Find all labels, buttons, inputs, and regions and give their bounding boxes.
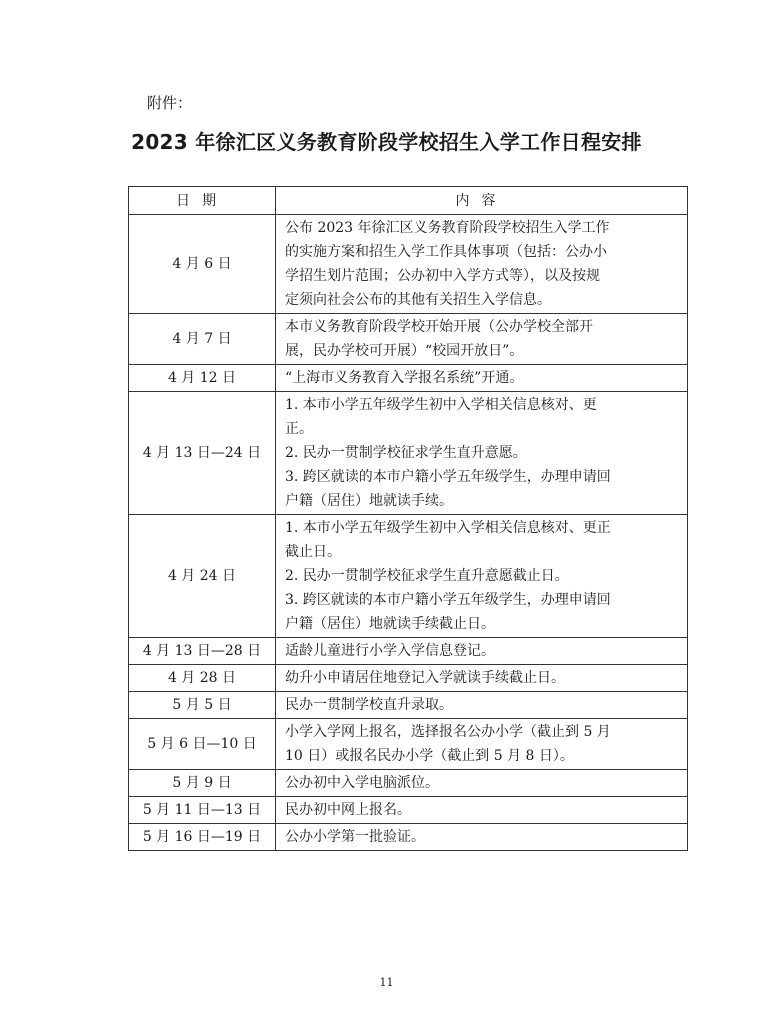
schedule-table: [128, 186, 688, 851]
content-line: “上海市义务教育入学报名系统”开通。: [285, 370, 524, 386]
row-date: 4 月 28 日: [129, 665, 276, 692]
row-content: [276, 365, 688, 392]
table-row: [129, 770, 688, 797]
content-line: 户籍（居住）地就读手续。: [285, 493, 453, 509]
content-line: 户籍（居住）地就读手续截止日。: [285, 616, 495, 632]
content-line: 民办一贯制学校直升录取。: [285, 697, 453, 713]
content-line: 展，民办学校可开展）“校园开放日”。: [285, 343, 524, 359]
table-row: [129, 515, 688, 638]
content-line: 的实施方案和招生入学工作具体事项（包括：公办小: [285, 244, 607, 260]
content-line: 2. 民办一贯制学校征求学生直升意愿。: [285, 445, 527, 461]
content-line: 本市义务教育阶段学校开始开展（公办学校全部开: [285, 319, 593, 335]
row-content: [276, 215, 688, 314]
row-date: 5 月 11 日—13 日: [129, 797, 276, 824]
row-date: 5 月 5 日: [129, 692, 276, 719]
content-line: 3. 跨区就读的本市户籍小学五年级学生，办理申请回: [285, 592, 611, 608]
content-line: 3. 跨区就读的本市户籍小学五年级学生，办理申请回: [285, 469, 611, 485]
row-content: [276, 515, 688, 638]
document-title: 2023 年徐汇区义务教育阶段学校招生入学工作日程安排: [131, 130, 642, 154]
table-row: [129, 692, 688, 719]
row-date: 4 月 24 日: [129, 515, 276, 638]
page-number: 11: [379, 976, 394, 989]
row-content: [276, 692, 688, 719]
attachment-label: 附件：: [147, 94, 193, 112]
row-date: 5 月 9 日: [129, 770, 276, 797]
content-line: 1. 本市小学五年级学生初中入学相关信息核对、更: [285, 397, 597, 413]
row-date: 4 月 6 日: [129, 215, 276, 314]
content-line: 幼升小申请居住地登记入学就读手续截止日。: [285, 670, 565, 686]
row-date: 4 月 12 日: [129, 365, 276, 392]
table-header-row: [129, 187, 688, 215]
row-content: [276, 638, 688, 665]
header-date: 日期: [129, 187, 276, 215]
row-date: 4 月 13 日—28 日: [129, 638, 276, 665]
content-line: 小学入学网上报名，选择报名公办小学（截止到 5 月: [285, 724, 611, 740]
row-date: 4 月 7 日: [129, 314, 276, 365]
table-row: [129, 365, 688, 392]
row-content: [276, 824, 688, 851]
table-row: [129, 797, 688, 824]
content-line: 适龄儿童进行小学入学信息登记。: [285, 643, 495, 659]
content-line: 截止日。: [285, 544, 341, 560]
content-line: 1. 本市小学五年级学生初中入学相关信息核对、更正: [285, 520, 611, 536]
table-row: [129, 638, 688, 665]
table-row: [129, 314, 688, 365]
table-row: [129, 665, 688, 692]
row-date: 5 月 16 日—19 日: [129, 824, 276, 851]
header-content: 内容: [276, 187, 688, 215]
content-line: 2. 民办一贯制学校征求学生直升意愿截止日。: [285, 568, 569, 584]
content-line: 定须向社会公布的其他有关招生入学信息。: [285, 292, 551, 308]
row-content: [276, 770, 688, 797]
table-row: [129, 392, 688, 515]
content-line: 公办小学第一批验证。: [285, 829, 425, 845]
content-line: 学招生划片范围；公办初中入学方式等），以及按规: [285, 268, 600, 284]
row-content: [276, 719, 688, 770]
row-content: [276, 797, 688, 824]
row-content: [276, 314, 688, 365]
table-row: [129, 215, 688, 314]
content-line: 公布 2023 年徐汇区义务教育阶段学校招生入学工作: [285, 220, 610, 236]
content-line: 公办初中入学电脑派位。: [285, 775, 439, 791]
row-content: [276, 665, 688, 692]
content-line: 正。: [285, 421, 313, 437]
table-row: [129, 719, 688, 770]
content-line: 10 日）或报名民办小学（截止到 5 月 8 日）。: [285, 748, 574, 764]
row-date: 5 月 6 日—10 日: [129, 719, 276, 770]
row-date: 4 月 13 日—24 日: [129, 392, 276, 515]
content-line: 民办初中网上报名。: [285, 802, 411, 818]
row-content: [276, 392, 688, 515]
table-row: [129, 824, 688, 851]
